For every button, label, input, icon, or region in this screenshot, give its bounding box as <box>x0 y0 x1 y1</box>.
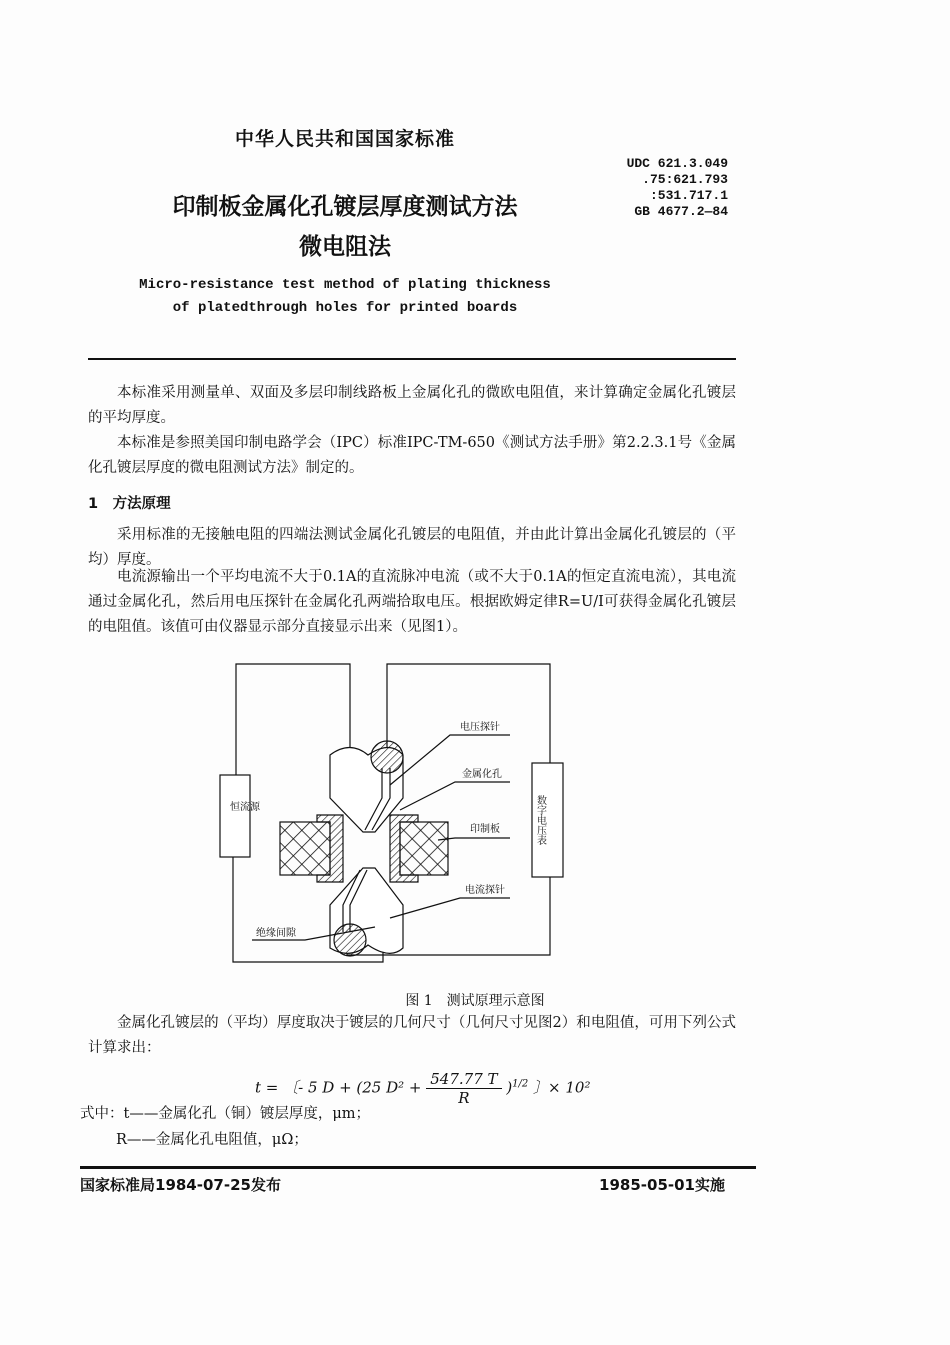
board-left <box>280 822 330 875</box>
udc-line: UDC 621.3.049 <box>626 156 728 171</box>
where-t-text: t——金属化孔（铜）镀层厚度，μm； <box>123 1106 370 1122</box>
formula-numerator: 547.77 T <box>426 1070 501 1089</box>
intro-paragraph: 本标准是参照美国印制电路学会（IPC）标准IPC-TM-650《测试方法手册》第2.2.3.1号《金属化孔镀层厚度的微电阻测试方法》制定的。 <box>88 435 736 476</box>
board-right <box>400 822 448 875</box>
label-insulation-gap: 绝缘间隙 <box>256 928 296 939</box>
title-en-2: of platedthrough holes for printed boards <box>172 300 518 316</box>
footer-divider <box>80 1166 756 1169</box>
title-cn-sub: 微电阻法 <box>299 234 391 260</box>
gb-number: GB 4677.2—84 <box>634 204 728 219</box>
label-plated-hole: 金属化孔 <box>462 769 502 780</box>
figure-caption: 图 1 测试原理示意图 <box>405 993 545 1009</box>
current-source-box <box>220 775 250 857</box>
formula-fraction <box>426 1070 501 1107</box>
body-paragraph: 采用标准的无接触电阻的四端法测试金属化孔镀层的电阻值，并由此计算出金属化孔镀层的（平均）厚度。 <box>88 527 736 568</box>
standard-type: 中华人民共和国国家标准 <box>234 128 455 150</box>
issued-date: 国家标准局1984-07-25发布 <box>80 1176 281 1194</box>
body-paragraph: 电流源输出一个平均电流不大于0.1A的直流脉冲电流（或不大于0.1A的恒定直流电流），其电流通过金属化孔，然后用电压探针在金属化孔两端拾取电压。根据欧姆定律R=U/I可获得金属化孔镀层的电阻值。该值可由仪器显示部分直接显示出来（见图1）。 <box>88 569 736 635</box>
effective-date: 1985-05-01实施 <box>599 1176 725 1194</box>
label-board: 印制板 <box>470 824 500 835</box>
formula-lhs: t = 〔- 5 D + (25 D² + <box>255 1078 427 1097</box>
formula-exponent: 1/2 <box>512 1078 529 1090</box>
formula-denominator: R <box>458 1089 470 1107</box>
where-intro: 式中： <box>80 1106 124 1122</box>
intro-paragraph: 本标准采用测量单、双面及多层印制线路板上金属化孔的微欧电阻值，来计算确定金属化孔镀层的平均厚度。 <box>88 385 736 426</box>
section-heading: 1 方法原理 <box>88 496 171 512</box>
body-paragraph: 金属化孔镀层的（平均）厚度取决于镀层的几何尺寸（几何尺寸见图2）和电阻值，可用下列公式计算求出： <box>88 1015 736 1056</box>
top-probe-hatched <box>371 741 403 773</box>
formula-paren: ) <box>506 1078 513 1097</box>
where-r: R——金属化孔电阻值，μΩ； <box>116 1132 308 1148</box>
header-divider <box>88 358 736 360</box>
udc-line: .75:621.793 <box>642 172 728 187</box>
figure-1-diagram <box>200 660 600 980</box>
label-voltage-probe: 电压探针 <box>460 722 500 733</box>
formula-end: 〕× 10² <box>533 1078 591 1097</box>
title-en: Micro-resistance test method of plating thickness <box>139 277 551 293</box>
label-voltmeter: 数字电压表 <box>534 795 546 845</box>
udc-line: :531.717.1 <box>649 188 728 203</box>
title-cn: 印制板金属化孔镀层厚度测试方法 <box>172 194 518 220</box>
label-current-source: 恒流源 <box>230 802 260 813</box>
label-current-probe: 电流探针 <box>465 885 505 896</box>
where-t <box>80 1102 370 1123</box>
